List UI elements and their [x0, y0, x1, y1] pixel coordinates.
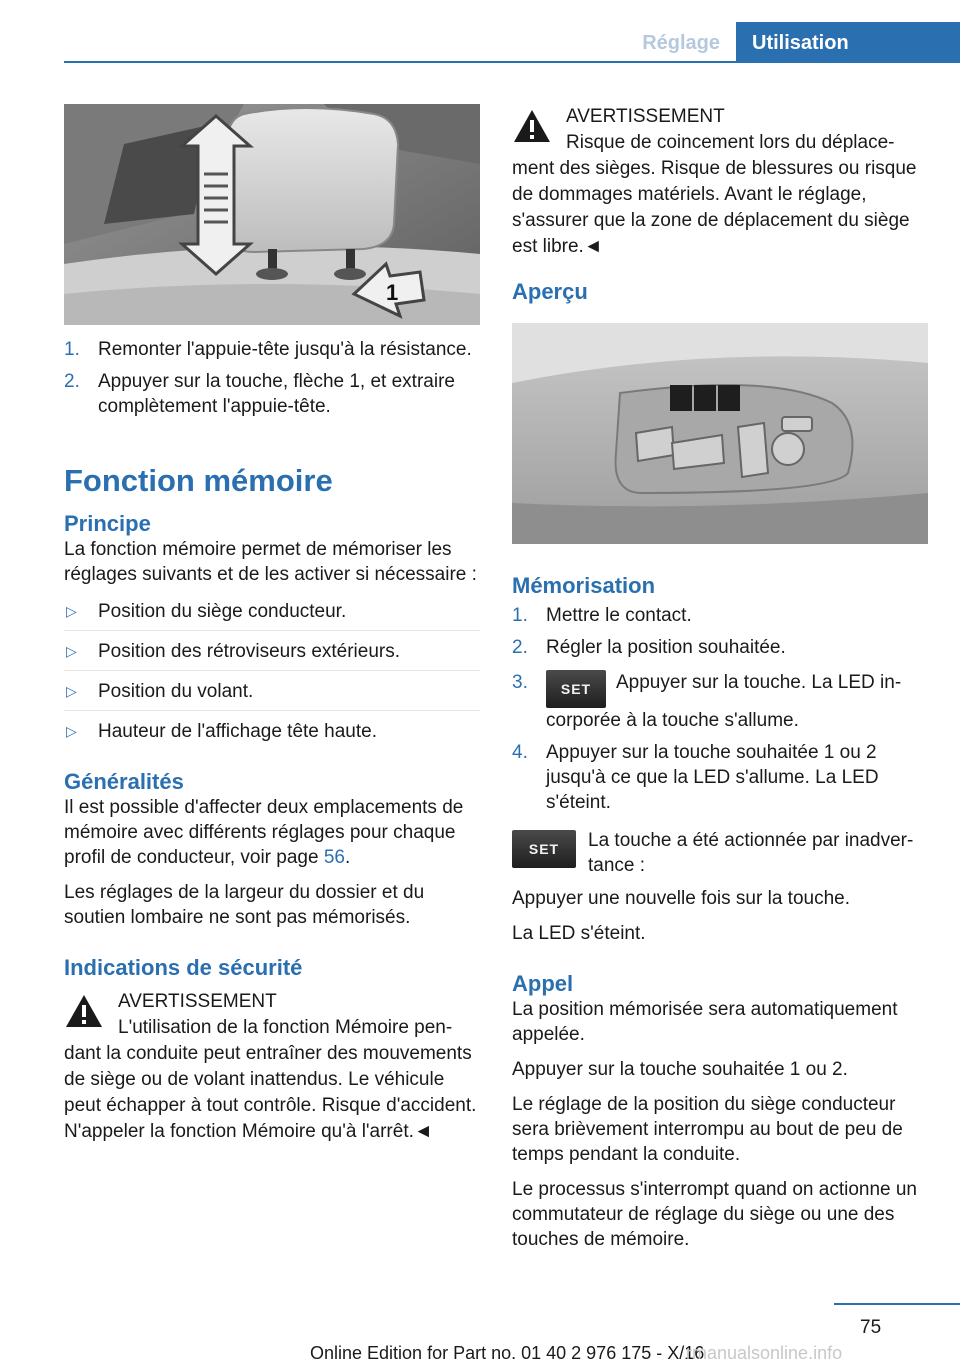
- apercu-heading: Aperçu: [512, 279, 588, 304]
- step-text: Remonter l'appuie-tête jusqu'à la résistance.: [98, 339, 472, 360]
- headrest-illustration: [64, 104, 480, 325]
- list-item: 2. Régler la position souhaitée.: [512, 637, 786, 658]
- warning-box: [512, 104, 928, 260]
- list-item: 4. Appuyer sur la touche souhaitée 1 ou 2 jusqu'à ce que la LED s'allume. La LED s'éteint.: [512, 742, 879, 813]
- led-off-text: La LED s'éteint.: [512, 923, 646, 944]
- section-title: Fonction mémoire: [64, 463, 333, 498]
- left-column: [64, 104, 480, 1145]
- page-header: [0, 0, 960, 62]
- warning-body: L'utilisation de la fonction Mémoire pendant la conduite peut entraîner des mouvements de siège ou de volant inattendus. Le véhicule peut échapper à tout contrôle. Risque d'accident. N'appeler la fonction Mémoire qu'à l'arrêt.◄: [64, 1017, 477, 1142]
- list-item: [64, 337, 480, 362]
- press-again-text: Appuyer une nouvelle fois sur la touche.: [512, 888, 850, 909]
- appel-text-3: Le réglage de la position du siège conducteur sera brièvement interrompu au bout de peu de temps pendant la conduite.: [512, 1094, 903, 1165]
- list-item: 3. SET Appuyer sur la touche. La LED incorporée à la touche s'allume.: [512, 672, 902, 731]
- accidental-press-note: SET La touche a été actionnée par inadvertance :: [512, 828, 928, 878]
- warning-icon: [64, 993, 104, 1029]
- header-divider: [64, 61, 960, 63]
- generalites-note: Les réglages de la largeur du dossier et du soutien lombaire ne sont pas mémorisés.: [64, 882, 425, 928]
- remove-headrest-steps: [64, 337, 480, 419]
- callout-label: 1: [386, 280, 399, 305]
- memorisation-heading: Mémorisation: [512, 573, 656, 598]
- appel-heading: Appel: [512, 971, 574, 996]
- step-number: 4.: [512, 742, 528, 763]
- warning-title: AVERTISSEMENT: [118, 991, 277, 1012]
- footer-divider: [834, 1303, 960, 1305]
- set-button-icon: SET: [512, 830, 576, 868]
- step-number: 2.: [64, 371, 80, 392]
- memorized-settings-list: [64, 599, 480, 750]
- triangle-bullet-icon: ▷: [66, 643, 77, 659]
- list-item: ▷ Position du volant.: [64, 679, 480, 711]
- list-item: 1. Mettre le contact.: [512, 605, 692, 626]
- page-number: 75: [860, 1317, 882, 1338]
- page-link[interactable]: 56: [323, 847, 345, 868]
- generalites-text: Il est possible d'affecter deux emplacements de mémoire avec différents réglages pour chaque profil de conducteur, voir page 56.: [64, 797, 464, 868]
- seat-controls-illustration: [512, 323, 928, 544]
- triangle-bullet-icon: ▷: [66, 603, 77, 619]
- tab-reglage[interactable]: Réglage: [642, 32, 720, 54]
- appel-text-1: La position mémorisée sera automatiquement appelée.: [512, 999, 898, 1045]
- securite-heading: Indications de sécurité: [64, 955, 303, 980]
- right-column: [512, 104, 928, 1252]
- warning-box: [64, 989, 480, 1145]
- warning-body: Risque de coincement lors du déplacement des sièges. Risque de blessures ou risque de dommages matériels. Avant le réglage, s'assurer que la zone de déplacement du siège est libre.◄: [512, 132, 917, 257]
- set-button-icon: SET: [546, 670, 606, 708]
- warning-icon: [512, 108, 552, 144]
- memorisation-steps: [512, 603, 928, 815]
- list-item: ▷ Position du siège conducteur.: [64, 599, 480, 631]
- step-number: 3.: [512, 672, 528, 693]
- list-item: [64, 369, 480, 419]
- step-number: 2.: [512, 637, 528, 658]
- step-number: 1.: [64, 339, 80, 360]
- principe-text: La fonction mémoire permet de mémoriser les réglages suivants et de les activer si nécessaire :: [64, 539, 477, 585]
- step-number: 1.: [512, 605, 528, 626]
- principe-heading: Principe: [64, 511, 151, 536]
- warning-title: AVERTISSEMENT: [566, 106, 725, 127]
- seat-controls-photo: [512, 323, 928, 544]
- step-text: Appuyer sur la touche, flèche 1, et extraire complètement l'appuie-tête.: [98, 371, 455, 417]
- edition-text: Online Edition for Part no. 01 40 2 976 175 - X/16: [310, 1343, 705, 1362]
- tab-utilisation[interactable]: Utilisation: [736, 22, 960, 62]
- triangle-bullet-icon: ▷: [66, 723, 77, 739]
- watermark: rmanualsonline.info: [686, 1343, 843, 1362]
- headrest-photo: [64, 104, 480, 325]
- list-item: ▷ Hauteur de l'affichage tête haute.: [66, 721, 377, 742]
- appel-text-2: Appuyer sur la touche souhaitée 1 ou 2.: [512, 1059, 848, 1080]
- list-item: ▷ Position des rétroviseurs extérieurs.: [64, 639, 480, 671]
- triangle-bullet-icon: ▷: [66, 683, 77, 699]
- appel-text-4: Le processus s'interrompt quand on actionne un commutateur de réglage du siège ou une des touches de mémoire.: [512, 1179, 917, 1250]
- generalites-heading: Généralités: [64, 769, 184, 794]
